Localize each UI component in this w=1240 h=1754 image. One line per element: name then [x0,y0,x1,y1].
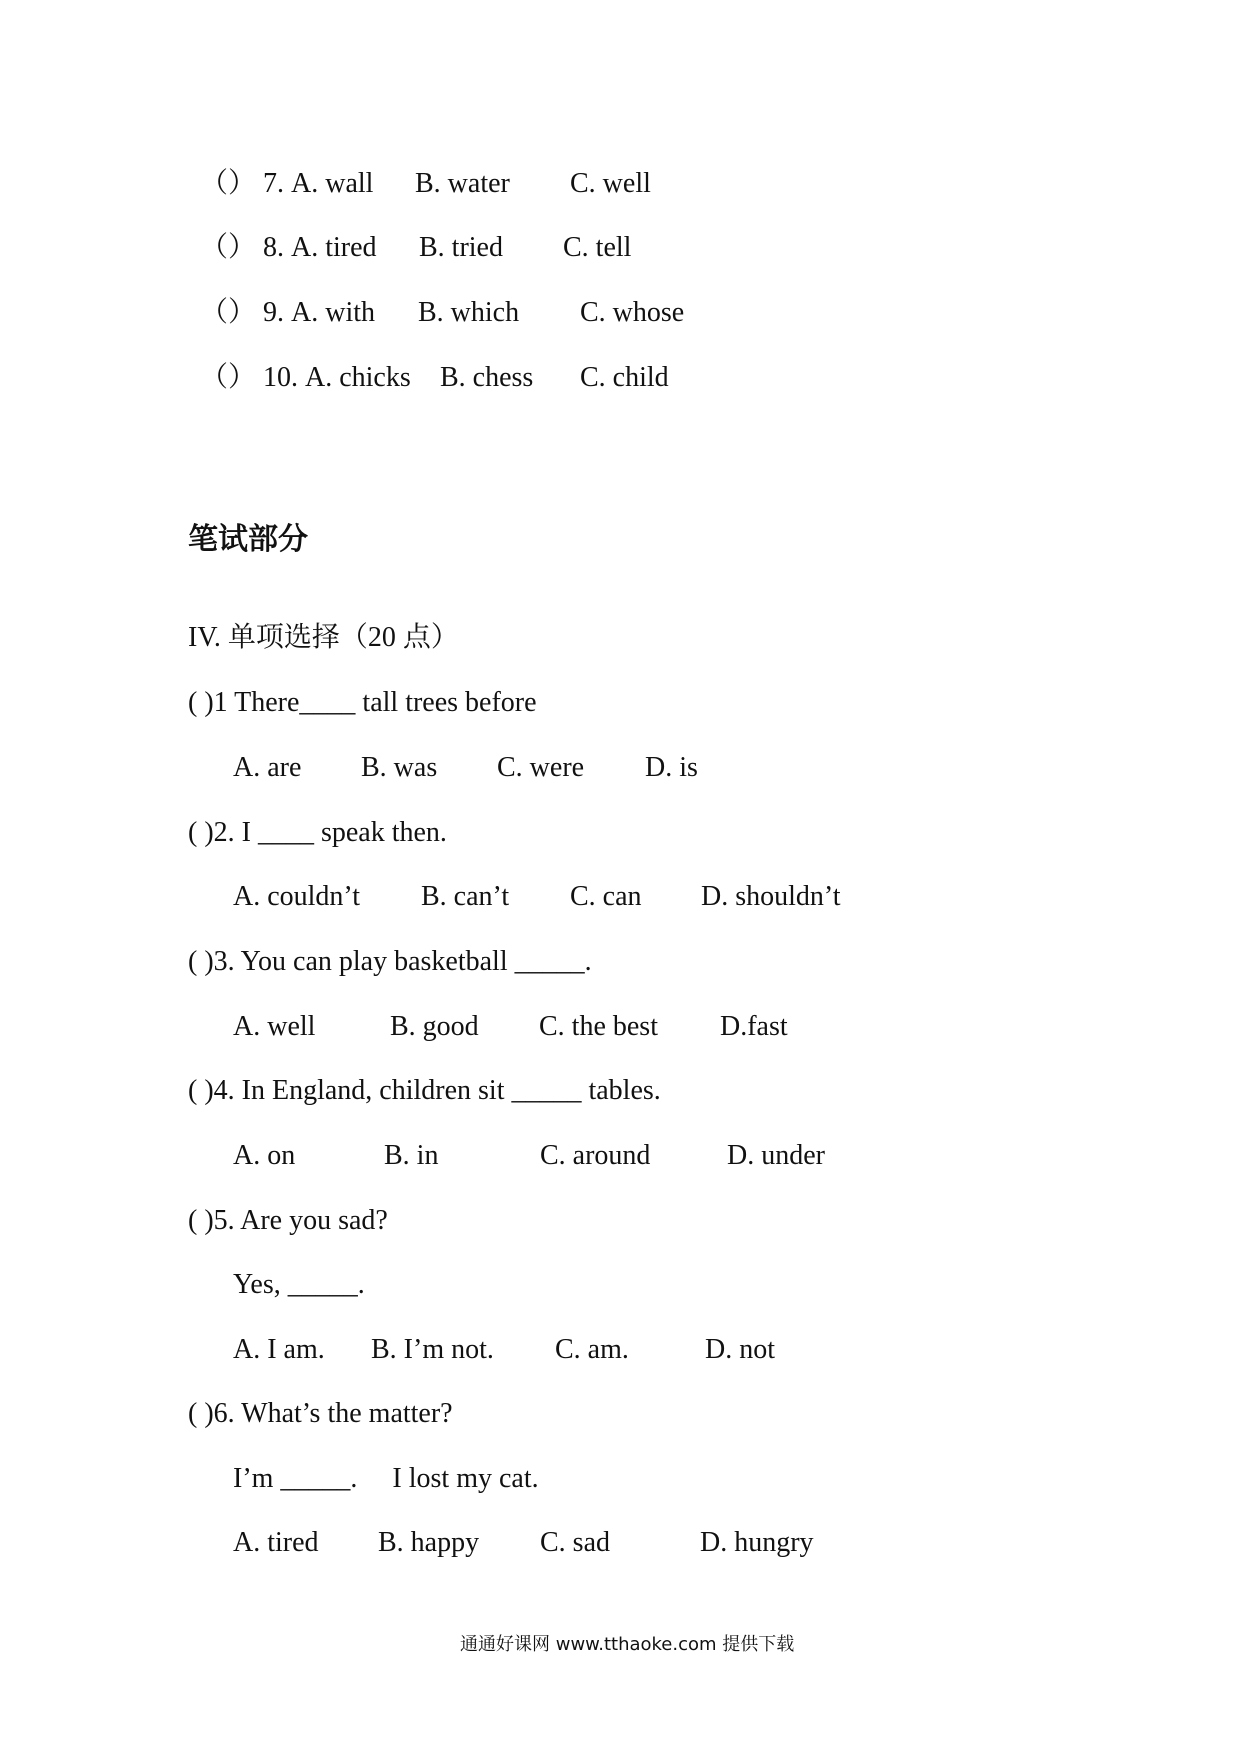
question-stem: ( )4. In England, children sit _____ tables. [188,1075,661,1106]
question-stem: ( )2. I ____ speak then. [188,817,447,848]
phonics-option-c: C. whose [580,297,685,328]
phonics-number: （） 7. A. wall [200,168,374,199]
answer-line: I’m _____. I lost my cat. [233,1463,539,1494]
option-b: B. I’m not. [371,1334,494,1365]
section-title: 笔试部分 [188,522,308,557]
option-c: C. around [540,1140,651,1171]
option-a: A. couldn’t [233,881,361,912]
option-b: B. can’t [421,881,510,912]
question-stem: ( )3. You can play basketball _____. [188,946,592,977]
answer-line: Yes, _____. [233,1269,365,1300]
option-d: D. is [645,752,698,783]
phonics-option-b: B. which [418,297,520,328]
option-a: A. tired [233,1527,319,1558]
section-subtitle: IV. 单项选择（20 点） [188,622,459,653]
phonics-option-b: B. tried [419,232,503,263]
phonics-option-b: B. chess [440,362,534,393]
question-stem: ( )1 There____ tall trees before [188,687,537,718]
option-d: D. hungry [700,1527,814,1558]
phonics-option-c: C. child [580,362,669,393]
question-stem: ( )6. What’s the matter? [188,1398,453,1429]
option-c: C. were [497,752,585,783]
option-c: C. am. [555,1334,629,1365]
option-d: D. under [727,1140,825,1171]
option-d: D. shouldn’t [701,881,841,912]
option-b: B. in [384,1140,439,1171]
option-a: A. on [233,1140,296,1171]
option-b: B. happy [378,1527,480,1558]
phonics-option-c: C. tell [563,232,632,263]
option-a: A. I am. [233,1334,325,1365]
option-c: C. sad [540,1527,610,1558]
option-c: C. can [570,881,642,912]
question-stem: ( )5. Are you sad? [188,1205,388,1236]
option-d: D. not [705,1334,775,1365]
option-a: A. are [233,752,302,783]
phonics-number: （） 10. A. chicks [200,362,411,393]
phonics-number: （） 8. A. tired [200,232,377,263]
option-d: D.fast [720,1011,788,1042]
option-b: B. was [361,752,438,783]
option-c: C. the best [539,1011,658,1042]
phonics-option-c: C. well [570,168,651,199]
option-a: A. well [233,1011,316,1042]
option-b: B. good [390,1011,479,1042]
page-footer: 通通好课网 www.tthaoke.com 提供下载 [460,1634,795,1655]
phonics-option-b: B. water [415,168,510,199]
phonics-number: （） 9. A. with [200,297,376,328]
